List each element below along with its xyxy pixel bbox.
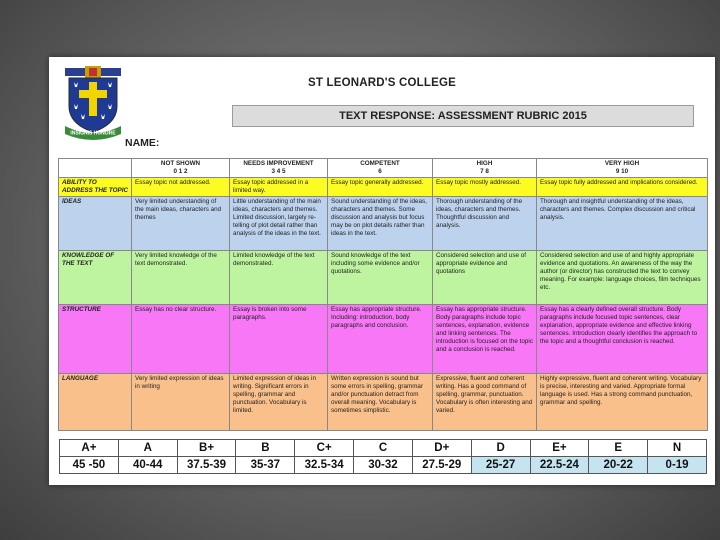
rubric-cell: Written expression is sound but some errors in spelling, grammar and/or punctuation detract from overall meaning. Vocabulary is sometimes simplistic. xyxy=(328,374,433,431)
name-label: NAME: xyxy=(125,137,160,149)
rubric-cell: Highly expressive, fluent and coherent writing. Vocabulary is precise, interesting and varied. Appropriate formal language is used. Has a strong command punctuation, grammar and spelling. xyxy=(537,374,708,431)
criterion-label: STRUCTURE xyxy=(59,305,132,374)
rubric-corner-cell xyxy=(59,159,132,178)
rubric-row-structure xyxy=(59,305,708,374)
document-page xyxy=(49,57,715,485)
grade-scale-table xyxy=(59,439,707,474)
rubric-cell: Sound understanding of the ideas, characters and themes. Some discussion and analysis but focus may be on plot details rather than ideas in the text. xyxy=(328,197,433,251)
grade-range: 35-37 xyxy=(236,457,295,474)
grade-letter: D xyxy=(471,440,530,457)
level-header: NOT SHOWN 0 1 2 xyxy=(132,159,230,178)
level-header: VERY HIGH 9 10 xyxy=(537,159,708,178)
rubric-row-knowledge xyxy=(59,251,708,305)
crest-motto: INSIGNIS HONORE xyxy=(70,130,116,137)
grade-letter: C xyxy=(354,440,413,457)
rubric-cell: Essay topic generally addressed. xyxy=(328,178,433,197)
rubric-cell: Limited expression of ideas in writing. Significant errors in spelling, grammar and punctuation. Vocabulary is limited. xyxy=(230,374,328,431)
grade-range: 40-44 xyxy=(118,457,177,474)
grade-range: 27.5-29 xyxy=(412,457,471,474)
rubric-cell: Thorough and insightful understanding of the ideas, characters and themes. Complex discussion and critical analysis. xyxy=(537,197,708,251)
grade-range: 20-22 xyxy=(589,457,648,474)
grade-range: 0-19 xyxy=(648,457,707,474)
grade-range: 25-27 xyxy=(471,457,530,474)
level-header: NEEDS IMPROVEMENT 3 4 5 xyxy=(230,159,328,178)
grade-range: 45 -50 xyxy=(60,457,119,474)
grade-letter: N xyxy=(648,440,707,457)
rubric-cell: Thorough understanding of the ideas, characters and themes. Thoughtful discussion and analysis. xyxy=(433,197,537,251)
rubric-header-row xyxy=(59,159,708,178)
grade-letter: E+ xyxy=(530,440,589,457)
rubric-cell: Essay has a clearly defined overall structure. Body paragraphs include focused topic sentences, clear explanation, appropriate evidence and effective linking sentences. Introduction clearly identifies the approach to the topic and a thoughtful conclusion is reached. xyxy=(537,305,708,374)
rubric-cell: Essay topic fully addressed and implications considered. xyxy=(537,178,708,197)
rubric-cell: Little understanding of the main ideas, characters and themes. Limited discussion, largely re-telling of plot detail rather than analysis of the ideas in the text. xyxy=(230,197,328,251)
rubric-cell: Very limited expression of ideas in writing xyxy=(132,374,230,431)
grade-letter: B xyxy=(236,440,295,457)
criterion-label: IDEAS xyxy=(59,197,132,251)
grade-letter: A xyxy=(118,440,177,457)
grade-letters-row xyxy=(60,440,707,457)
criterion-label: LANGUAGE xyxy=(59,374,132,431)
rubric-cell: Essay has appropriate structure. Body paragraphs include topic sentences, explanation, evidence and linking sentences. The introduction is focused on the topic and a conclusion is reached. xyxy=(433,305,537,374)
rubric-cell: Sound knowledge of the text including some evidence and/or quotations. xyxy=(328,251,433,305)
rubric-cell: Essay topic not addressed. xyxy=(132,178,230,197)
rubric-cell: Essay topic addressed in a limited way. xyxy=(230,178,328,197)
rubric-table xyxy=(58,158,708,431)
grade-range: 30-32 xyxy=(354,457,413,474)
grade-letter: B+ xyxy=(177,440,236,457)
rubric-cell: Expressive, fluent and coherent writing. Has a good command of spelling, grammar, punctuation. Vocabulary is often interesting and varied. xyxy=(433,374,537,431)
level-header: COMPETENT 6 xyxy=(328,159,433,178)
level-header: HIGH 7 8 xyxy=(433,159,537,178)
grade-letter: E xyxy=(589,440,648,457)
criterion-label: KNOWLEDGE OF THE TEXT xyxy=(59,251,132,305)
rubric-cell: Essay topic mostly addressed. xyxy=(433,178,537,197)
rubric-cell: Essay is broken into some paragraphs. xyxy=(230,305,328,374)
grade-letter: C+ xyxy=(295,440,354,457)
grade-range: 32.5-34 xyxy=(295,457,354,474)
grade-range: 22.5-24 xyxy=(530,457,589,474)
rubric-cell: Considered selection and use of appropriate evidence and quotations xyxy=(433,251,537,305)
rubric-row-ideas xyxy=(59,197,708,251)
college-name: ST LEONARD'S COLLEGE xyxy=(308,77,456,89)
grade-ranges-row xyxy=(60,457,707,474)
rubric-cell: Considered selection and use of and highly appropriate evidence and quotations. An awareness of the way the author (or director) has constructed the text to convey meaning. For example: language choices, film techniques etc. xyxy=(537,251,708,305)
grade-letter: D+ xyxy=(412,440,471,457)
rubric-row-language xyxy=(59,374,708,431)
rubric-title: TEXT RESPONSE: ASSESSMENT RUBRIC 2015 xyxy=(232,105,694,127)
rubric-cell: Essay has appropriate structure. Including: introduction, body paragraphs and conclusion. xyxy=(328,305,433,374)
rubric-cell: Essay has no clear structure. xyxy=(132,305,230,374)
grade-range: 37.5-39 xyxy=(177,457,236,474)
rubric-cell: Limited knowledge of the text demonstrated. xyxy=(230,251,328,305)
criterion-label: ABILITY TO ADDRESS THE TOPIC xyxy=(59,178,132,197)
rubric-cell: Very limited knowledge of the text demonstrated. xyxy=(132,251,230,305)
grade-letter: A+ xyxy=(60,440,119,457)
rubric-row-ability xyxy=(59,178,708,197)
rubric-cell: Very limited understanding of the main ideas, characters and themes xyxy=(132,197,230,251)
